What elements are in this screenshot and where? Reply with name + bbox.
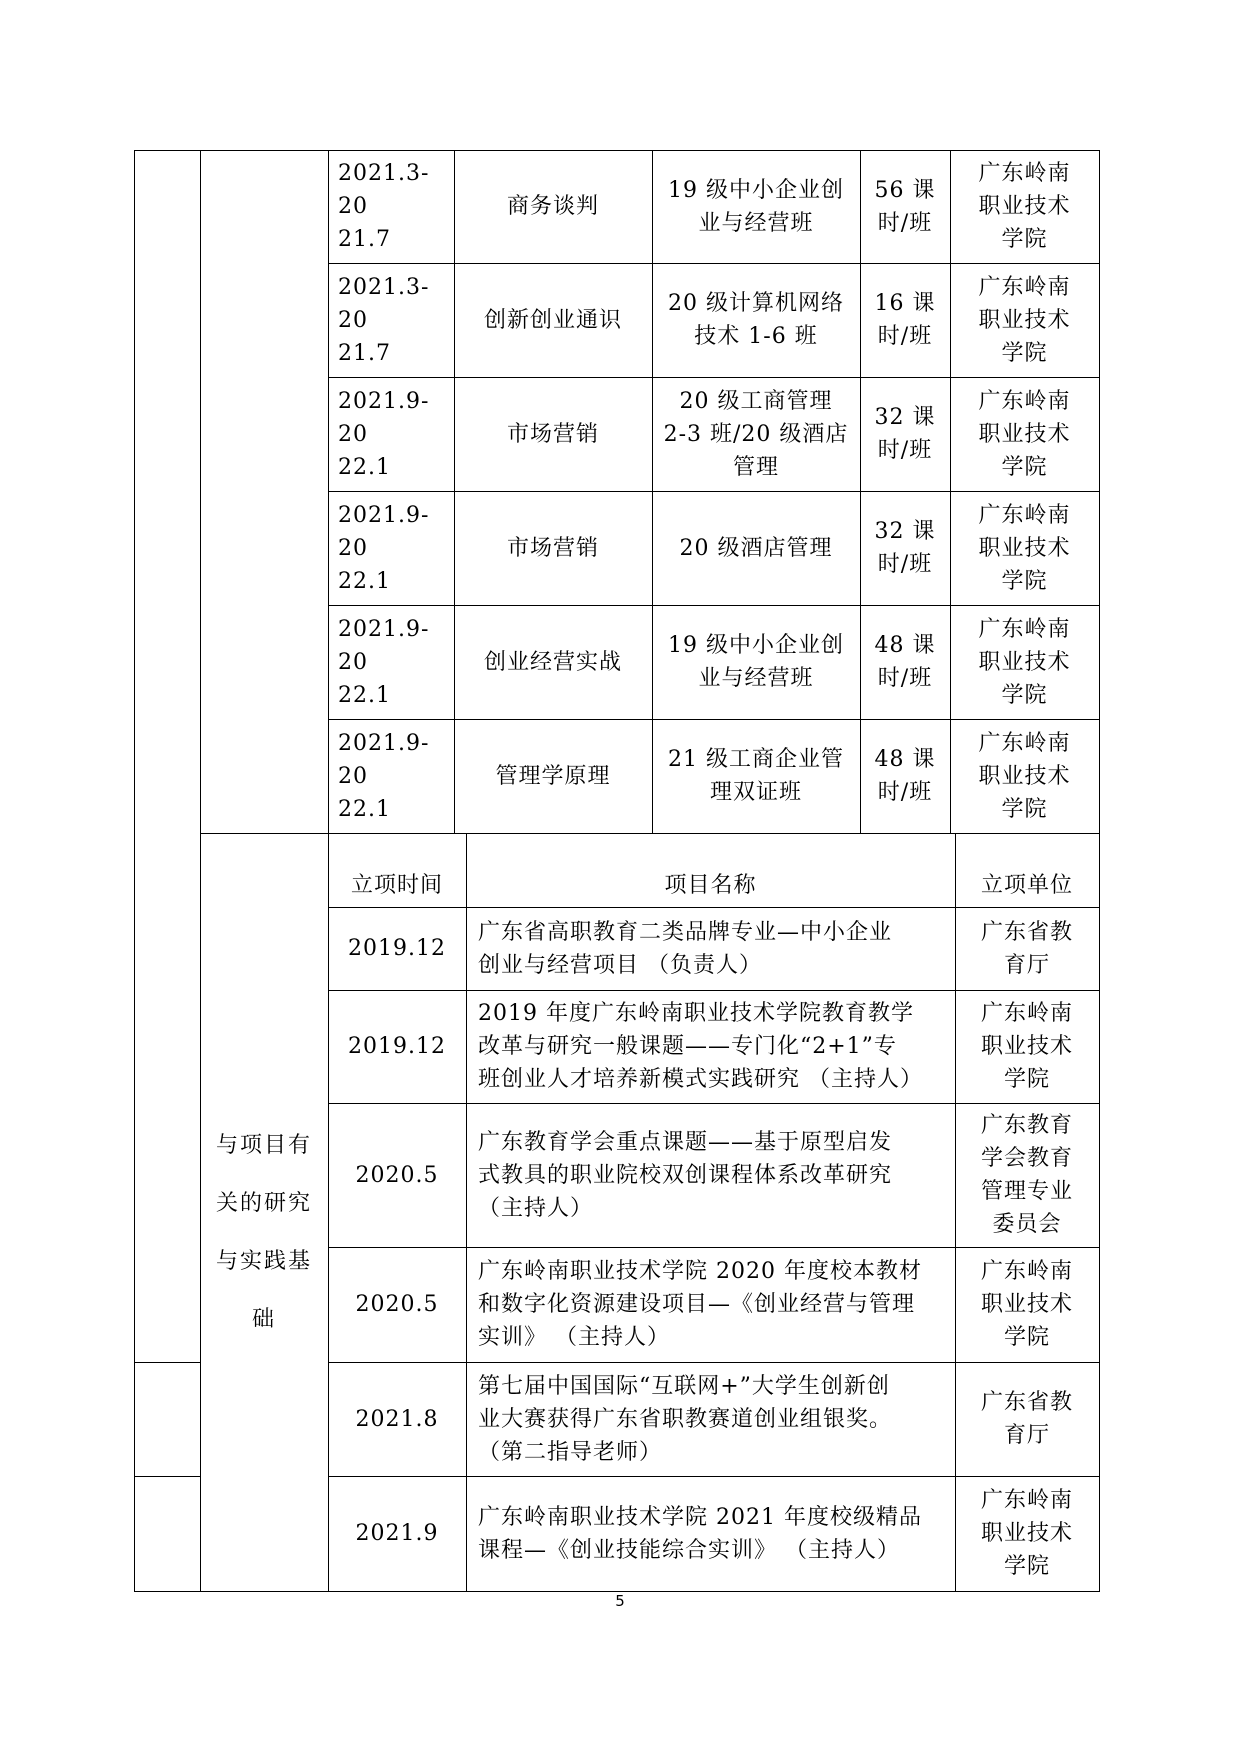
research-unit-line: 广东岭南 bbox=[980, 1001, 1073, 1026]
teach-class-line: 业与经营班 bbox=[698, 666, 814, 691]
teach-school-line: 学院 bbox=[1001, 340, 1048, 366]
teach-date bbox=[328, 150, 454, 263]
research-unit-line: 广东省教 bbox=[980, 1390, 1073, 1415]
research-unit-line: 育厅 bbox=[1003, 1423, 1050, 1448]
teach-course bbox=[454, 491, 652, 605]
teach-school-line: 广东岭南 bbox=[978, 388, 1071, 414]
teach-hours-line: 16 课 bbox=[874, 291, 936, 316]
header-name bbox=[466, 863, 955, 907]
teach-course bbox=[454, 263, 652, 377]
research-time-line: 2021.9 bbox=[355, 1521, 439, 1546]
teach-class-line: 21 级工商企业管 bbox=[668, 747, 844, 772]
teach-class-line: 19 级中小企业创 bbox=[668, 177, 844, 203]
border-bottom-right bbox=[200, 1591, 1100, 1592]
research-unit bbox=[955, 1362, 1099, 1476]
teach-course-line: 市场营销 bbox=[506, 535, 599, 561]
research-name-line: 第七届中国国际“互联网+”大学生创新创 bbox=[478, 1373, 890, 1399]
research-time bbox=[328, 1247, 466, 1362]
teach-school-line: 职业技术 bbox=[978, 763, 1071, 789]
research-time bbox=[328, 990, 466, 1103]
teach-date-line: 21.7 bbox=[338, 227, 391, 252]
teach-course bbox=[454, 377, 652, 491]
left-col-line-1 bbox=[134, 1362, 200, 1363]
teach-class bbox=[652, 263, 860, 377]
research-name-line: 班创业人才培养新模式实践研究 （主持人） bbox=[478, 1067, 923, 1092]
teach-date-line: 22.1 bbox=[338, 568, 391, 594]
teach-school-line: 广东岭南 bbox=[978, 730, 1071, 756]
teach-school-line: 学院 bbox=[1001, 454, 1048, 480]
research-unit-line: 广东岭南 bbox=[980, 1488, 1073, 1513]
teach-date-line: 2021.9-20 bbox=[338, 388, 430, 447]
research-unit bbox=[955, 1103, 1099, 1247]
research-name-line: 广东岭南职业技术学院 2020 年度校本教材 bbox=[478, 1259, 922, 1284]
teach-school bbox=[950, 263, 1099, 377]
border-bottom-left bbox=[134, 1591, 200, 1592]
teach-hours bbox=[860, 263, 950, 377]
research-name-line: 广东教育学会重点课题——基于原型启发 bbox=[478, 1129, 893, 1155]
teach-school bbox=[950, 377, 1099, 491]
research-name bbox=[466, 1362, 955, 1476]
research-name bbox=[466, 907, 955, 990]
research-unit-line: 广东省教 bbox=[980, 919, 1073, 945]
header-time-line: 立项时间 bbox=[350, 872, 443, 898]
header-time bbox=[328, 863, 466, 907]
teach-class-line: 20 级酒店管理 bbox=[679, 535, 833, 561]
research-unit-line: 学院 bbox=[1003, 1554, 1050, 1579]
teach-date-line: 22.1 bbox=[338, 682, 391, 708]
teach-school-line: 学院 bbox=[1001, 568, 1048, 594]
research-time-line: 2019.12 bbox=[348, 1034, 446, 1059]
teach-class-line: 技术 1-6 班 bbox=[694, 324, 818, 349]
left-col-line-2 bbox=[134, 1476, 200, 1477]
teach-class-line: 20 级计算机网络 bbox=[668, 291, 844, 316]
research-name-line: 广东省高职教育二类品牌专业—中小企业 bbox=[478, 919, 893, 945]
research-section-label bbox=[200, 1117, 328, 1349]
teach-date-line: 21.7 bbox=[338, 340, 391, 366]
research-name bbox=[466, 1247, 955, 1362]
teach-date-line: 2021.9-20 bbox=[338, 502, 430, 561]
teach-course-line: 市场营销 bbox=[506, 421, 599, 447]
teach-date-line: 22.1 bbox=[338, 454, 391, 480]
teach-class-line: 20 级工商管理 bbox=[679, 388, 833, 414]
teach-school bbox=[950, 719, 1099, 833]
teach-class-line: 业与经营班 bbox=[698, 210, 814, 236]
teach-hours-line: 48 课 bbox=[874, 747, 936, 772]
teach-school bbox=[950, 605, 1099, 719]
teach-class bbox=[652, 719, 860, 833]
research-time bbox=[328, 1362, 466, 1476]
research-unit-line: 学会教育 bbox=[980, 1146, 1073, 1171]
research-unit-line: 管理专业 bbox=[980, 1179, 1073, 1204]
teach-hours bbox=[860, 491, 950, 605]
teach-school bbox=[950, 150, 1099, 263]
research-time-line: 2020.5 bbox=[355, 1292, 439, 1317]
teach-class bbox=[652, 150, 860, 263]
research-name-line: 式教具的职业院校双创课程体系改革研究 bbox=[478, 1162, 893, 1188]
teach-school-line: 广东岭南 bbox=[978, 161, 1071, 186]
research-unit bbox=[955, 907, 1099, 990]
research-time bbox=[328, 907, 466, 990]
teach-date bbox=[328, 263, 454, 377]
teach-hours-line: 时/班 bbox=[877, 666, 933, 691]
teach-course-line: 管理学原理 bbox=[495, 763, 611, 789]
teach-hours-line: 时/班 bbox=[877, 438, 933, 463]
teach-class-line: 管理 bbox=[732, 454, 779, 480]
teach-class bbox=[652, 605, 860, 719]
research-unit-line: 学院 bbox=[1003, 1325, 1050, 1350]
header-unit bbox=[955, 863, 1099, 907]
section-divider bbox=[200, 833, 1099, 834]
teach-course bbox=[454, 150, 652, 263]
teach-hours-line: 32 课 bbox=[874, 405, 936, 430]
teach-hours bbox=[860, 605, 950, 719]
research-unit-line: 职业技术 bbox=[980, 1521, 1073, 1546]
research-unit-line: 职业技术 bbox=[980, 1034, 1073, 1059]
research-time-line: 2019.12 bbox=[348, 936, 446, 961]
section-label-line: 与实践基 bbox=[215, 1249, 312, 1274]
research-unit bbox=[955, 1476, 1099, 1591]
teach-class-line: 理双证班 bbox=[709, 780, 802, 805]
research-name-line: 课程—《创业技能综合实训》 （主持人） bbox=[478, 1537, 900, 1563]
teach-hours-line: 32 课 bbox=[874, 519, 936, 544]
research-name-line: 改革与研究一般课题——专门化“2+1”专 bbox=[478, 1034, 897, 1059]
research-time bbox=[328, 1476, 466, 1591]
teach-school-line: 职业技术 bbox=[978, 535, 1071, 561]
research-name bbox=[466, 1476, 955, 1591]
teach-date-line: 22.1 bbox=[338, 796, 391, 822]
teach-class-line: 2-3 班/20 级酒店 bbox=[663, 421, 849, 447]
research-unit-line: 育厅 bbox=[1003, 952, 1050, 978]
teach-school-line: 职业技术 bbox=[978, 649, 1071, 675]
section-label-line: 关的研究 bbox=[215, 1191, 312, 1216]
teach-hours-line: 48 课 bbox=[874, 633, 936, 658]
teach-date-line: 2021.3-20 bbox=[338, 161, 430, 219]
research-time-line: 2021.8 bbox=[355, 1406, 439, 1432]
teach-class bbox=[652, 377, 860, 491]
teach-date bbox=[328, 491, 454, 605]
research-unit-line: 广东岭南 bbox=[980, 1259, 1073, 1284]
teach-school-line: 广东岭南 bbox=[978, 616, 1071, 642]
teach-hours-line: 时/班 bbox=[877, 780, 933, 805]
teach-school-line: 广东岭南 bbox=[978, 502, 1071, 528]
border-right bbox=[1099, 150, 1100, 1591]
teach-course-line: 创新创业通识 bbox=[483, 307, 622, 333]
teach-date-line: 2021.9-20 bbox=[338, 730, 430, 789]
research-name bbox=[466, 990, 955, 1103]
teach-school-line: 学院 bbox=[1001, 796, 1048, 822]
border-left bbox=[134, 150, 135, 1591]
teach-hours bbox=[860, 719, 950, 833]
teach-school-line: 职业技术 bbox=[978, 421, 1071, 447]
divider-col-1 bbox=[200, 150, 201, 1591]
teach-school-line: 学院 bbox=[1001, 227, 1048, 252]
research-unit bbox=[955, 1247, 1099, 1362]
research-name-line: 实训》 （主持人） bbox=[478, 1325, 670, 1350]
research-unit-line: 广东教育 bbox=[980, 1113, 1073, 1138]
teach-course-line: 商务谈判 bbox=[506, 194, 599, 219]
research-unit bbox=[955, 990, 1099, 1103]
page-number: 5 bbox=[615, 1592, 625, 1610]
teach-class bbox=[652, 491, 860, 605]
research-name-line: 创业与经营项目 （负责人） bbox=[478, 952, 762, 978]
teach-class-line: 19 级中小企业创 bbox=[668, 633, 844, 658]
teach-date bbox=[328, 719, 454, 833]
research-name-line: 和数字化资源建设项目—《创业经营与管理 bbox=[478, 1292, 916, 1317]
teach-date-line: 2021.3-20 bbox=[338, 274, 430, 333]
teach-date-line: 2021.9-20 bbox=[338, 616, 430, 675]
teach-hours bbox=[860, 377, 950, 491]
teach-hours-line: 时/班 bbox=[877, 552, 933, 577]
research-name-line: 2019 年度广东岭南职业技术学院教育教学 bbox=[478, 1001, 914, 1026]
teach-course bbox=[454, 719, 652, 833]
teach-course bbox=[454, 605, 652, 719]
teach-school-line: 职业技术 bbox=[978, 307, 1071, 333]
research-name-line: 广东岭南职业技术学院 2021 年度校级精品 bbox=[478, 1504, 922, 1530]
research-unit-line: 委员会 bbox=[992, 1212, 1062, 1237]
research-time bbox=[328, 1103, 466, 1247]
teach-date bbox=[328, 377, 454, 491]
teach-school-line: 广东岭南 bbox=[978, 274, 1071, 300]
research-time-line: 2020.5 bbox=[355, 1162, 439, 1188]
header-unit-line: 立项单位 bbox=[980, 872, 1073, 898]
teach-date bbox=[328, 605, 454, 719]
research-name-line: （第二指导老师） bbox=[478, 1439, 663, 1465]
teach-school-line: 职业技术 bbox=[978, 194, 1071, 219]
research-unit-line: 学院 bbox=[1003, 1067, 1050, 1092]
research-name-line: （主持人） bbox=[478, 1195, 594, 1221]
research-name-line: 业大赛获得广东省职教赛道创业组银奖。 bbox=[478, 1406, 893, 1432]
teach-school-line: 学院 bbox=[1001, 682, 1048, 708]
section-label-line: 与项目有 bbox=[215, 1133, 312, 1158]
teach-hours-line: 56 课 bbox=[874, 177, 936, 203]
teach-hours-line: 时/班 bbox=[877, 210, 933, 236]
section-label-line: 础 bbox=[251, 1307, 276, 1332]
header-name-line: 项目名称 bbox=[664, 872, 757, 898]
teach-hours bbox=[860, 150, 950, 263]
teach-hours-line: 时/班 bbox=[877, 324, 933, 349]
research-unit-line: 职业技术 bbox=[980, 1292, 1073, 1317]
teach-school bbox=[950, 491, 1099, 605]
teach-course-line: 创业经营实战 bbox=[483, 649, 622, 675]
research-name bbox=[466, 1103, 955, 1247]
